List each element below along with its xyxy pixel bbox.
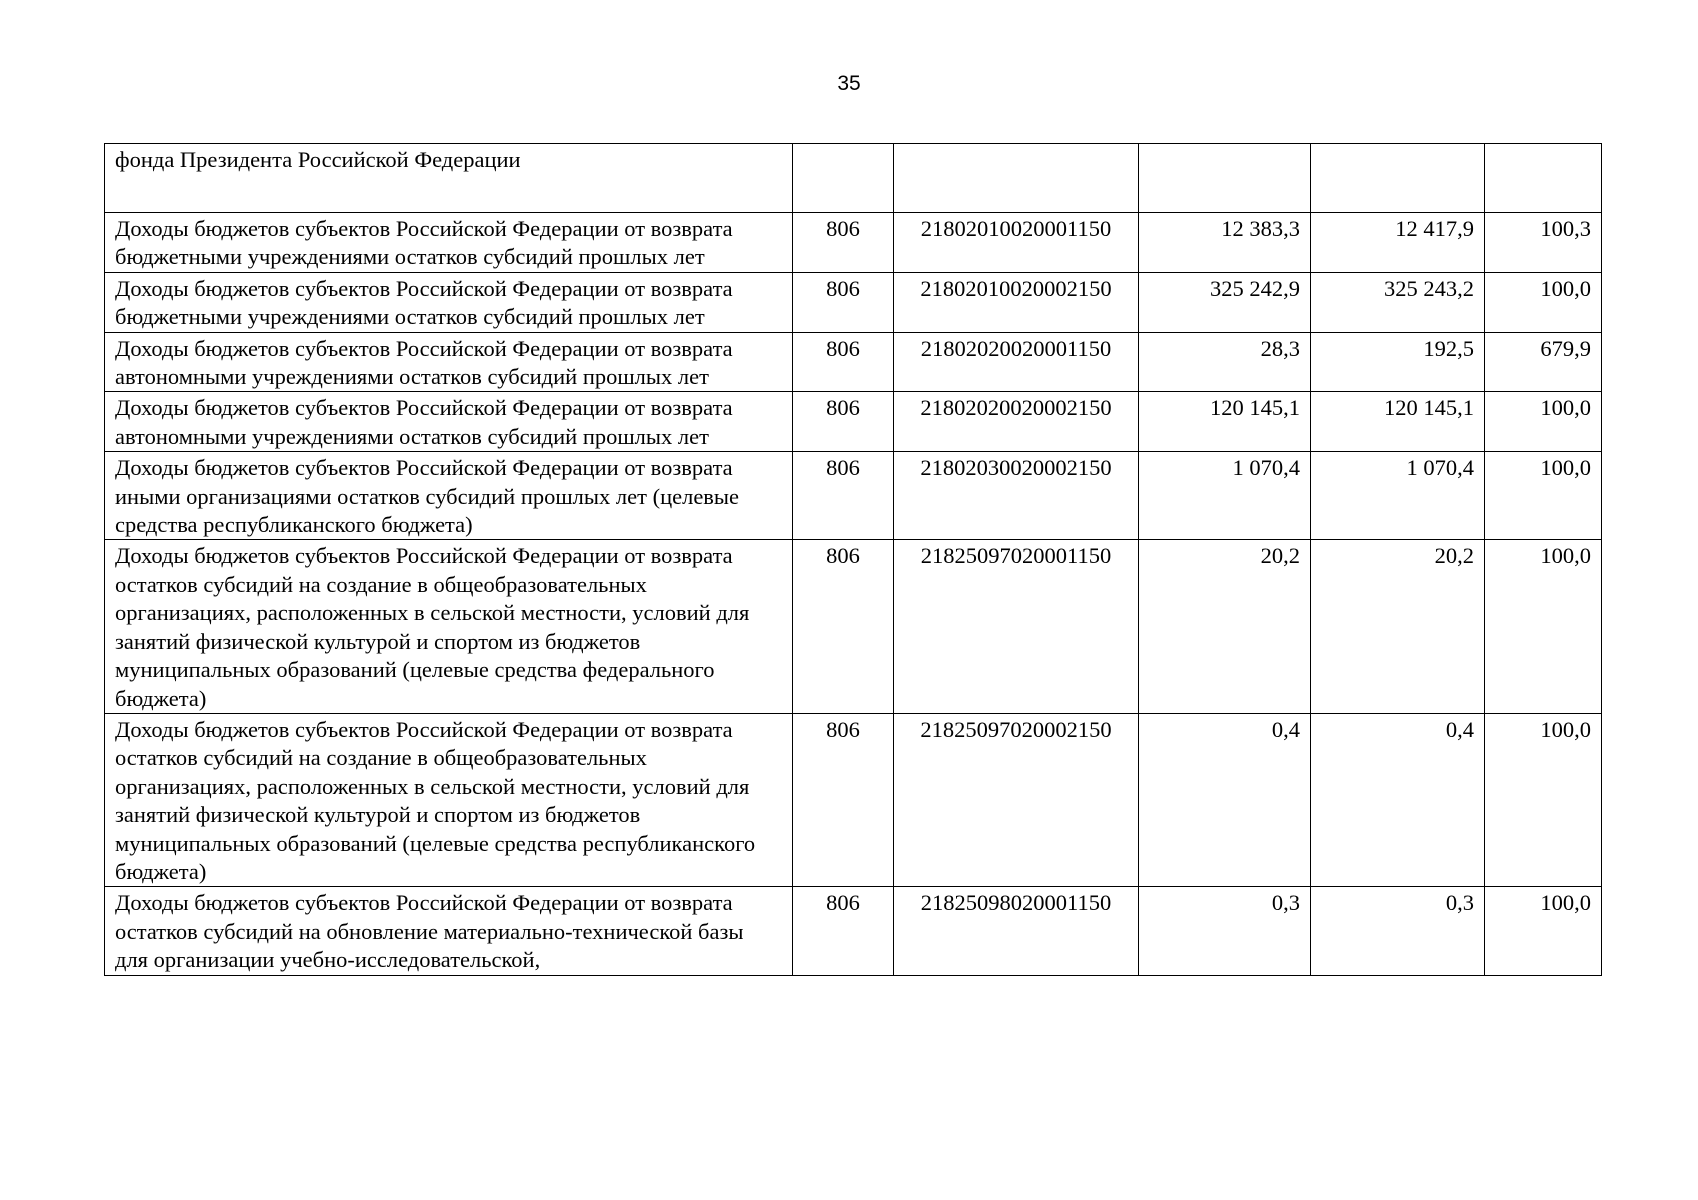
table-row [105, 392, 1602, 452]
row-description: Доходы бюджетов субъектов Российской Федерации от возврата остатков субсидий на создание в общеобразовательных организациях, расположенных в сельской местности, условий для занятий физической культурой и спортом из бюджетов муниципальных образований (целевые средства республиканского бюджета) [105, 713, 793, 886]
row-fact-value [1311, 144, 1485, 213]
row-budget-code: 21802030020002150 [894, 452, 1139, 540]
row-fact-value: 0,4 [1311, 713, 1485, 886]
row-description: Доходы бюджетов субъектов Российской Федерации от возврата бюджетными учреждениями остатков субсидий прошлых лет [105, 213, 793, 273]
row-percent: 100,0 [1485, 452, 1602, 540]
revenue-table [104, 143, 1602, 976]
row-admin-code: 806 [793, 332, 894, 392]
page-number: 35 [837, 72, 861, 95]
row-percent: 100,0 [1485, 713, 1602, 886]
row-budget-code: 21802010020001150 [894, 213, 1139, 273]
row-description: Доходы бюджетов субъектов Российской Федерации от возврата остатков субсидий на создание в общеобразовательных организациях, расположенных в сельской местности, условий для занятий физической культурой и спортом из бюджетов муниципальных образований (целевые средства федерального бюджета) [105, 540, 793, 713]
row-fact-value: 1 070,4 [1311, 452, 1485, 540]
row-admin-code: 806 [793, 392, 894, 452]
row-budget-code: 21802020020002150 [894, 392, 1139, 452]
row-plan-value [1139, 144, 1311, 213]
row-budget-code: 21825097020001150 [894, 540, 1139, 713]
row-fact-value: 120 145,1 [1311, 392, 1485, 452]
row-description: Доходы бюджетов субъектов Российской Федерации от возврата бюджетными учреждениями остатков субсидий прошлых лет [105, 272, 793, 332]
row-budget-code: 21802020020001150 [894, 332, 1139, 392]
table-row [105, 144, 1602, 213]
row-description: Доходы бюджетов субъектов Российской Федерации от возврата автономными учреждениями остатков субсидий прошлых лет [105, 392, 793, 452]
row-plan-value: 1 070,4 [1139, 452, 1311, 540]
row-admin-code: 806 [793, 452, 894, 540]
row-plan-value: 12 383,3 [1139, 213, 1311, 273]
row-admin-code: 806 [793, 540, 894, 713]
row-percent [1485, 144, 1602, 213]
row-description: фонда Президента Российской Федерации [105, 144, 793, 213]
table-row [105, 213, 1602, 273]
row-budget-code: 21825097020002150 [894, 713, 1139, 886]
row-plan-value: 325 242,9 [1139, 272, 1311, 332]
row-description: Доходы бюджетов субъектов Российской Федерации от возврата остатков субсидий на обновление материально-технической базы для организации учебно-исследовательской, [105, 887, 793, 975]
table-row [105, 272, 1602, 332]
table-row [105, 540, 1602, 713]
row-percent: 679,9 [1485, 332, 1602, 392]
row-admin-code: 806 [793, 887, 894, 975]
row-description: Доходы бюджетов субъектов Российской Федерации от возврата автономными учреждениями остатков субсидий прошлых лет [105, 332, 793, 392]
row-budget-code: 21825098020001150 [894, 887, 1139, 975]
table-row [105, 887, 1602, 975]
row-admin-code: 806 [793, 713, 894, 886]
row-plan-value: 0,4 [1139, 713, 1311, 886]
row-fact-value: 12 417,9 [1311, 213, 1485, 273]
row-budget-code [894, 144, 1139, 213]
row-percent: 100,3 [1485, 213, 1602, 273]
row-admin-code [793, 144, 894, 213]
row-plan-value: 20,2 [1139, 540, 1311, 713]
row-admin-code: 806 [793, 213, 894, 273]
row-percent: 100,0 [1485, 392, 1602, 452]
table-row [105, 452, 1602, 540]
table-row [105, 332, 1602, 392]
row-percent: 100,0 [1485, 887, 1602, 975]
row-fact-value: 0,3 [1311, 887, 1485, 975]
row-percent: 100,0 [1485, 540, 1602, 713]
row-plan-value: 28,3 [1139, 332, 1311, 392]
table-row [105, 713, 1602, 886]
row-fact-value: 192,5 [1311, 332, 1485, 392]
row-fact-value: 20,2 [1311, 540, 1485, 713]
row-description: Доходы бюджетов субъектов Российской Федерации от возврата иными организациями остатков субсидий прошлых лет (целевые средства республиканского бюджета) [105, 452, 793, 540]
row-plan-value: 0,3 [1139, 887, 1311, 975]
row-plan-value: 120 145,1 [1139, 392, 1311, 452]
row-admin-code: 806 [793, 272, 894, 332]
row-percent: 100,0 [1485, 272, 1602, 332]
row-fact-value: 325 243,2 [1311, 272, 1485, 332]
row-budget-code: 21802010020002150 [894, 272, 1139, 332]
